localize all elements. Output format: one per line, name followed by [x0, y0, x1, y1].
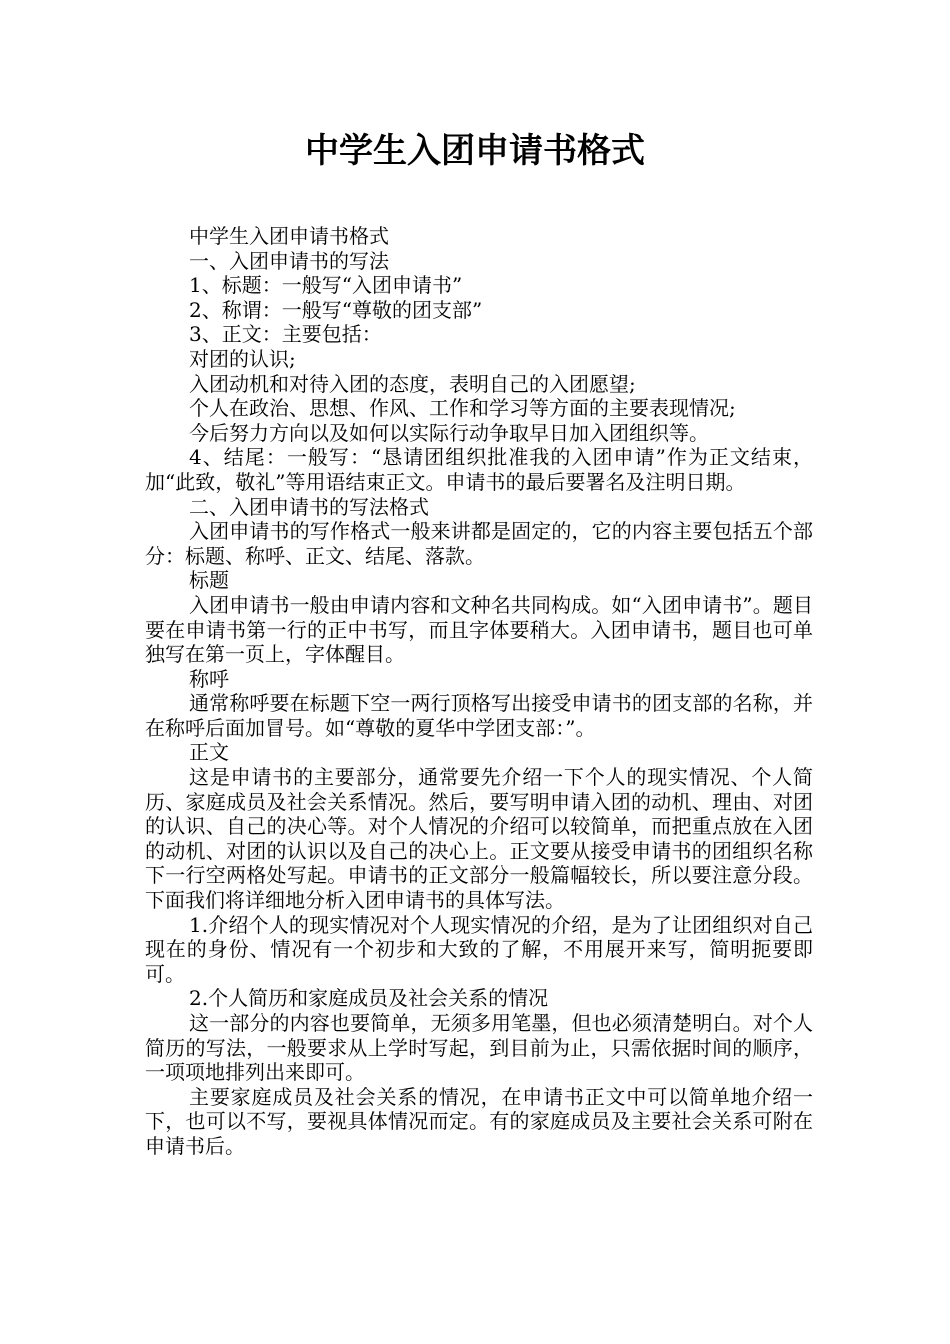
section-heading: 二、入团申请书的写法格式	[189, 494, 429, 519]
document-title: 中学生入团申请书格式	[305, 131, 645, 171]
paragraph: 对团的认识;	[189, 346, 296, 371]
paragraph: 这一部分的内容也要简单，无须多用笔墨，但也必须清楚明白。对个人简历的写法，一般要求从上学时写起，到目前为止，只需依据时间的顺序，一项项地排列出来即可。	[145, 1011, 813, 1085]
paragraph: 3、正文：主要包括：	[189, 322, 382, 347]
paragraph: 入团动机和对待入团的态度，表明自己的入团愿望;	[189, 371, 636, 396]
document-body	[145, 224, 813, 1159]
paragraph: 2.个人简历和家庭成员及社会关系的情况	[189, 986, 549, 1011]
subheading: 正文	[189, 740, 229, 765]
subheading: 称呼	[189, 666, 229, 691]
paragraph: 入团申请书的写作格式一般来讲都是固定的，它的内容主要包括五个部分：标题、称呼、正文、结尾、落款。	[145, 519, 813, 568]
paragraph: 1、标题：一般写“入团申请书”	[189, 273, 463, 298]
paragraph: 入团申请书一般由申请内容和文种名共同构成。如“入团申请书”。题目要在申请书第一行的正中书写，而且字体要稍大。入团申请书，题目也可单独写在第一页上，字体醒目。	[145, 592, 813, 667]
paragraph: 1.介绍个人的现实情况对个人现实情况的介绍，是为了让团组织对自己现在的身份、情况有一个初步和大致的了解，不用展开来写，简明扼要即可。	[145, 912, 813, 986]
paragraph: 2、称谓：一般写“尊敬的团支部”	[189, 297, 483, 322]
paragraph: 主要家庭成员及社会关系的情况，在申请书正文中可以简单地介绍一下，也可以不写，要视具体情况而定。有的家庭成员及主要社会关系可附在申请书后。	[145, 1084, 813, 1158]
subheading: 标题	[189, 568, 229, 593]
section-heading: 一、入团申请书的写法	[189, 248, 389, 273]
paragraph: 个人在政治、思想、作风、工作和学习等方面的主要表现情况;	[189, 396, 736, 421]
paragraph: 4、结尾：一般写：“恳请团组织批准我的入团申请”作为正文结束，加“此致，敬礼”等用语结束正文。申请书的最后要署名及注明日期。	[145, 445, 813, 494]
paragraph: 中学生入团申请书格式	[189, 224, 389, 248]
paragraph: 这是申请书的主要部分，通常要先介绍一下个人的现实情况、个人简历、家庭成员及社会关系情况。然后，要写明申请入团的动机、理由、对团的认识、自己的决心等。对个人情况的介绍可以较简单，而把重点放在入团的动机、对团的认识以及自己的决心上。正文要从接受申请书的团组织名称下一行空两格处写起。申请书的正文部分一般篇幅较长，所以要注意分段。下面我们将详细地分析入团申请书的具体写法。	[145, 765, 813, 913]
paragraph: 通常称呼要在标题下空一两行顶格写出接受申请书的团支部的名称，并在称呼后面加冒号。如“尊敬的夏华中学团支部：”。	[145, 691, 813, 740]
paragraph: 今后努力方向以及如何以实际行动争取早日加入团组织等。	[189, 420, 709, 445]
